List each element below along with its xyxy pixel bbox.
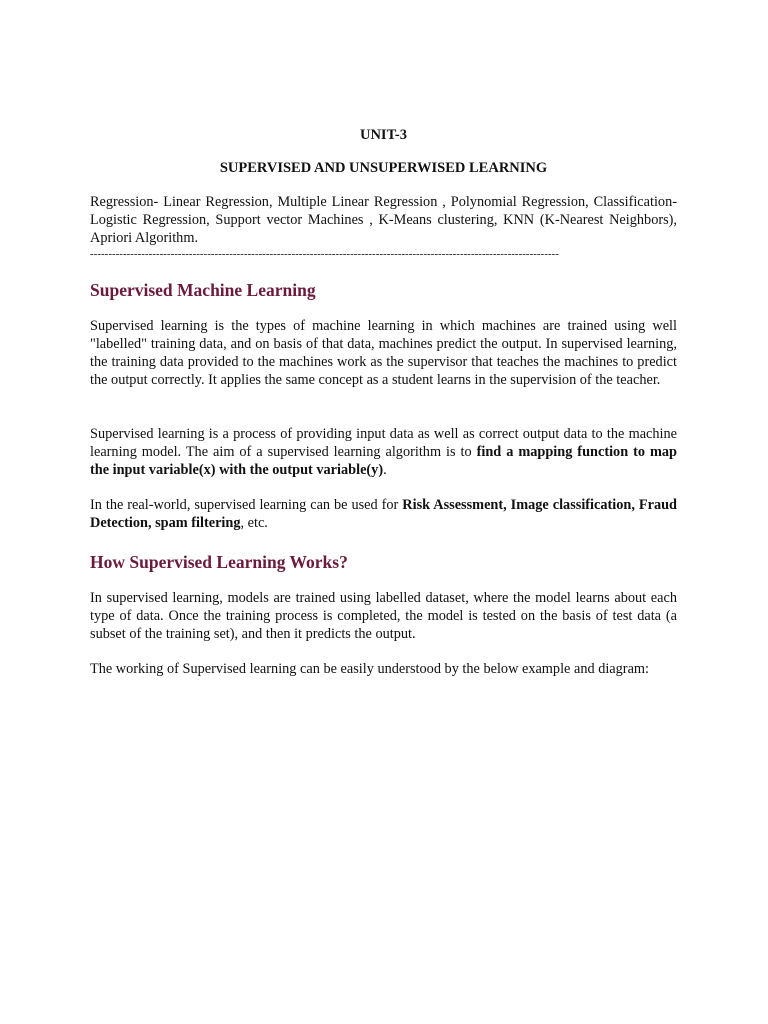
heading-how-it-works: How Supervised Learning Works? — [90, 552, 348, 572]
paragraph-uses-text: In the real-world, supervised learning can be used for — [90, 497, 403, 513]
document-title: SUPERVISED AND UNSUPERWISED LEARNING — [219, 160, 548, 176]
paragraph-process — [90, 425, 677, 479]
paragraph-uses-end: , etc. — [240, 515, 268, 531]
unit-title: UNIT-3 — [359, 127, 407, 143]
divider-line: -------------------------------------------------------------------------------------------------------------------------------- — [90, 248, 559, 260]
paragraph-process-end: . — [383, 462, 387, 478]
paragraph-uses-bold: Risk Assessment, Image classification, Fraud Detection, spam filtering — [90, 497, 678, 531]
paragraph-example-intro: The working of Supervised learning can be easily understood by the below example and diagram: — [90, 661, 650, 677]
paragraph-training: In supervised learning, models are trained using labelled dataset, where the model learns about each type of data. Once the training process is completed, the model is tested on the basis of test data (a subset of the training set), and then it predicts the output. — [90, 590, 677, 642]
paragraph-uses — [90, 496, 677, 532]
heading-supervised-machine-learning: Supervised Machine Learning — [90, 280, 316, 300]
paragraph-process-text: Supervised learning is a process of providing input data as well as correct output data to the machine learning model. The aim of a supervised learning algorithm is to — [90, 426, 677, 460]
paragraph-process-bold: find a mapping function to map the input variable(x) with the output variable(y) — [90, 444, 677, 478]
topics-paragraph: Regression- Linear Regression, Multiple Linear Regression , Polynomial Regression, Classification- Logistic Regression, Support vector Machines , K-Means clustering, KNN (K-Nearest Neighbors), Apriori Algorithm. — [90, 194, 677, 246]
paragraph-definition: Supervised learning is the types of machine learning in which machines are trained using well "labelled" training data, and on basis of that data, machines predict the output. In supervised learning, the training data provided to the machines work as the supervisor that teaches the machines to predict the output correctly. It applies the same concept as a student learns in the supervision of the teacher. — [90, 318, 677, 388]
